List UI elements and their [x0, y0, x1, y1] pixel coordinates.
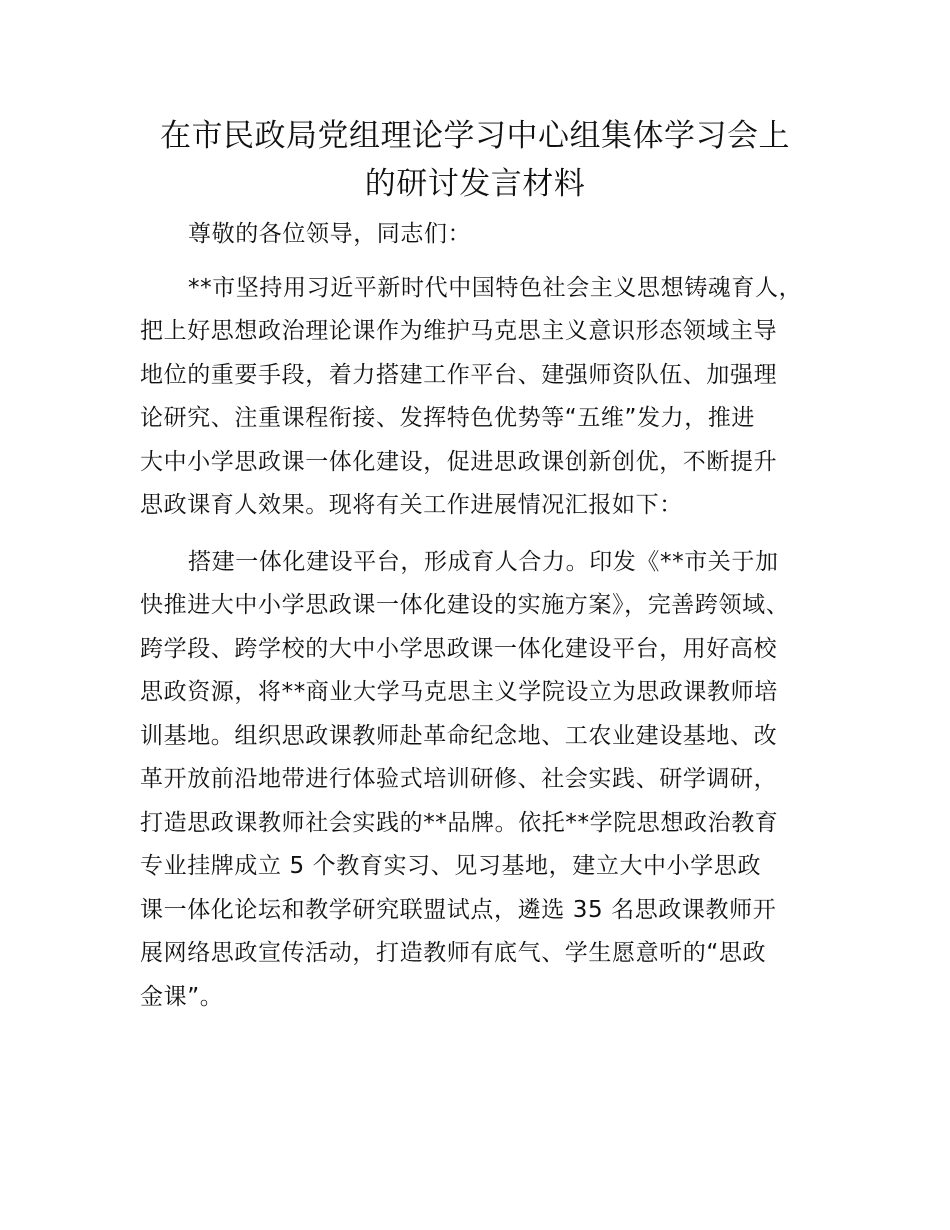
text-line: 专业挂牌成立 5 个教育实习、见习基地，建立大中小学思政 — [140, 853, 762, 879]
text-line: 课一体化论坛和教学研究联盟试点，遴选 35 名思政课教师开 — [140, 896, 777, 923]
text-line: 革开放前沿地带进行体验式培训研修、社会实践、研学调研， — [140, 766, 778, 792]
text-line: 金课”。 — [140, 983, 224, 1010]
text-line: 跨学段、跨学校的大中小学思政课一体化建设平台，用好高校 — [140, 635, 778, 662]
text-line: **市坚持用习近平新时代中国特色社会主义思想铸魂育人， — [188, 274, 803, 301]
text-line: 思政课育人效果。现将有关工作进展情况汇报如下： — [140, 492, 683, 518]
text-line: 展网络思政宣传活动，打造教师有底气、学生愿意听的“思政 — [140, 940, 767, 966]
text-line: 地位的重要手段，着力搭建工作平台、建强师资队伍、加强理 — [140, 361, 778, 388]
greeting — [140, 213, 830, 257]
document-title — [140, 112, 810, 208]
text-line: 思政资源，将**商业大学马克思主义学院设立为思政课教师培 — [140, 679, 778, 705]
text-line: 大中小学思政课一体化建设，促进思政课创新创优，不断提升 — [140, 448, 778, 475]
title-line: 在市民政局党组理论学习中心组集体学习会上 — [160, 118, 790, 154]
greeting-text: 尊敬的各位领导，同志们： — [188, 221, 472, 247]
text-line: 快推进大中小学思政课一体化建设的实施方案》，完善跨领域、 — [140, 592, 790, 618]
text-line: 训基地。组织思政课教师赴革命纪念地、工农业建设基地、改 — [140, 722, 778, 749]
paragraph-intro — [140, 267, 830, 528]
title-line: 的研讨发言材料 — [364, 166, 586, 202]
text-line: 把上好思想政治理论课作为维护马克思主义意识形态领域主导 — [140, 318, 778, 344]
document-body — [140, 213, 830, 1019]
text-line: 搭建一体化建设平台，形成育人合力。印发《**市关于加 — [188, 548, 779, 575]
paragraph-platform — [140, 541, 830, 1020]
text-line: 论研究、注重课程衔接、发挥特色优势等“五维”发力，推进 — [140, 405, 756, 431]
text-line: 打造思政课教师社会实践的**品牌。依托**学院思想政治教育 — [140, 809, 779, 836]
